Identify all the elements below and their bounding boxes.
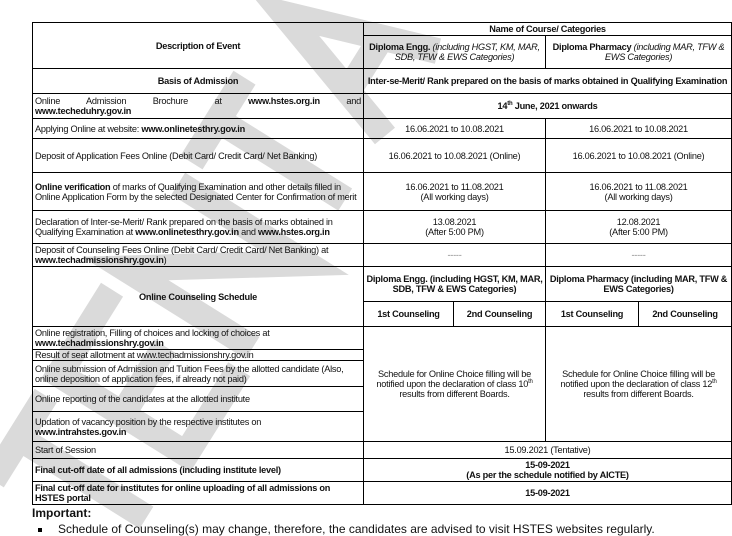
deposit-coun-pharm: ----- — [546, 244, 732, 267]
brochure-value: 14th June, 2021 onwards — [364, 94, 732, 119]
updation-label: Updation of vacancy position by the respective institutes on www.intrahstes.gov.in — [33, 412, 364, 442]
brochure-label: Online Admission Brochure at www.hstes.org.in and www.techeduhry.gov.in — [33, 94, 364, 119]
onlinetesthry-link[interactable]: www.onlinetesthry.gov.in — [141, 123, 245, 134]
basis-value: Inter-se-Merit/ Rank prepared on the basis of marks obtained in Qualifying Examination — [364, 69, 732, 94]
schedule-note-pharm: Schedule for Online Choice filling will be notified upon the declaration of class 12th results from different Boards. — [546, 327, 732, 442]
deposit-app-label: Deposit of Application Fees Online (Debit Card/ Credit Card/ Net Banking) — [33, 139, 364, 173]
pharm-header: Diploma Pharmacy (including MAR, TFW & EWS Categories) — [546, 36, 732, 69]
reporting-label: Online reporting of the candidates at the allotted institute — [33, 387, 364, 412]
result-label: Result of seat allotment at www.techadmissionshry.gov.in — [33, 350, 364, 361]
basis-label: Basis of Admission — [33, 69, 364, 94]
pharm-2nd-counseling: 2nd Counseling — [639, 302, 732, 327]
engg-header: Diploma Engg. (including HGST, KM, MAR, SDB, TFW & EWS Categories) — [364, 36, 546, 69]
deposit-coun-engg: ----- — [364, 244, 546, 267]
schedule-note-engg: Schedule for Online Choice filling will be notified upon the declaration of class 10th results from different Boards. — [364, 327, 546, 442]
final-inst-value: 15-09-2021 — [364, 482, 732, 505]
start-value: 15.09.2021 (Tentative) — [364, 442, 732, 459]
onlinetesthry-link[interactable]: www.onlinetesthry.gov.in — [135, 227, 239, 237]
submission-label: Online submission of Admission and Tuition Fees by the allotted candidate (Also, online deposition of application fees, if already not paid) — [33, 361, 364, 387]
declaration-pharm: 12.08.2021 (After 5:00 PM) — [546, 211, 732, 244]
important-heading: Important: — [32, 506, 92, 520]
verification-pharm: 16.06.2021 to 11.08.2021 (All working days) — [546, 173, 732, 211]
techeduhry-link[interactable]: www.techeduhry.gov.in — [35, 106, 132, 116]
techadmissions-link[interactable]: www.techadmissionshry.gov.in — [35, 255, 164, 265]
description-header: Description of Event — [33, 23, 364, 69]
bullet-icon — [38, 528, 42, 532]
registration-label: Online registration, Filling of choices and locking of choices at www.techadmissionshry.gov.in — [33, 327, 364, 350]
deposit-app-engg: 16.06.2021 to 10.08.2021 (Online) — [364, 139, 546, 173]
applying-engg: 16.06.2021 to 10.08.2021 — [364, 119, 546, 139]
final-inst-label: Final cut-off date for institutes for online uploading of all admissions on HSTES portal — [33, 482, 364, 505]
applying-label: Applying Online at website: www.onlinetesthry.gov.in — [33, 119, 364, 139]
hstes-link[interactable]: www.hstes.org.in — [258, 227, 330, 237]
engg-2nd-counseling: 2nd Counseling — [454, 302, 546, 327]
pharm-1st-counseling: 1st Counseling — [546, 302, 639, 327]
declaration-engg: 13.08.2021 (After 5:00 PM) — [364, 211, 546, 244]
deposit-app-pharm: 16.06.2021 to 10.08.2021 (Online) — [546, 139, 732, 173]
counseling-label: Online Counseling Schedule — [33, 267, 364, 327]
final-all-label: Final cut-off date of all admissions (including institute level) — [33, 459, 364, 482]
engg-1st-counseling: 1st Counseling — [364, 302, 454, 327]
counseling-engg: Diploma Engg. (including HGST, KM, MAR, SDB, TFW & EWS Categories) — [364, 267, 546, 302]
start-label: Start of Session — [33, 442, 364, 459]
hstes-link[interactable]: www.hstes.org.in — [248, 96, 320, 106]
declaration-label: Declaration of Inter-se-Merit/ Rank prepared on the basis of marks obtained in Qualifying Examination at www.onlinetesthry.gov.in and www.hstes.org.in — [33, 211, 364, 244]
verification-label: Online verification of marks of Qualifying Examination and other details filled in Online Application Form by the selected Designated Center for Confirmation of merit — [33, 173, 364, 211]
verification-engg: 16.06.2021 to 11.08.2021 (All working days) — [364, 173, 546, 211]
techadmissions-link[interactable]: www.techadmissionshry.gov.in — [35, 338, 164, 348]
intrahstes-link[interactable]: www.intrahstes.gov.in — [35, 426, 127, 437]
final-all-value: 15-09-2021 (As per the schedule notified by AICTE) — [364, 459, 732, 482]
admission-schedule-table — [32, 22, 732, 505]
deposit-coun-label: Deposit of Counseling Fees Online (Debit Card/ Credit Card/ Net Banking) at www.techadmissionshry.gov.in) — [33, 244, 364, 267]
applying-pharm: 16.06.2021 to 10.08.2021 — [546, 119, 732, 139]
important-bullet: Schedule of Counseling(s) may change, therefore, the candidates are advised to visit HSTES websites regularly. — [38, 522, 732, 536]
course-header: Name of Course/ Categories — [364, 23, 732, 36]
counseling-pharm: Diploma Pharmacy (including MAR, TFW & EWS Categories) — [546, 267, 732, 302]
